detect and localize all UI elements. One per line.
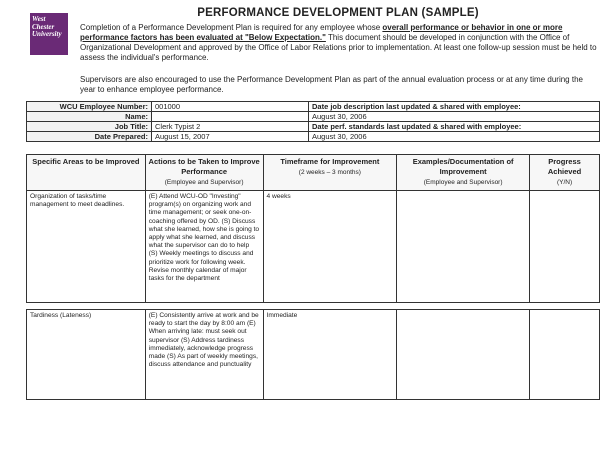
header-examples-text: Examples/Documentation of Improvement: [412, 157, 514, 176]
intro-text-emphasis: overall performance or behavior in one or more performance factors has been evaluated at "Below Expectation.": [80, 23, 563, 42]
row2-progress[interactable]: [530, 310, 600, 400]
header-timeframe: [263, 155, 397, 191]
logo-line-2: Chester: [32, 22, 55, 31]
row-spacer: [27, 303, 600, 310]
header-actions: [145, 155, 263, 191]
header-progress: [530, 155, 600, 191]
name-value[interactable]: [152, 112, 309, 122]
employee-number-label: WCU Employee Number:: [27, 102, 152, 112]
intro-paragraph: [80, 23, 600, 63]
row1-examples[interactable]: [397, 191, 530, 303]
header-actions-sub: (Employee and Supervisor): [164, 179, 244, 186]
intro-text-a: Completion of a Performance Development Plan is required for any employee whose: [80, 23, 383, 32]
perf-std-date[interactable]: August 30, 2006: [309, 132, 600, 142]
row1-progress[interactable]: [530, 191, 600, 303]
header-timeframe-sub: (2 weeks – 3 months): [298, 169, 361, 176]
perf-std-label: Date perf. standards last updated & shared with employee:: [309, 122, 600, 132]
employee-number-value[interactable]: 001000: [152, 102, 309, 112]
page-title: PERFORMANCE DEVELOPMENT PLAN (SAMPLE): [197, 7, 479, 19]
intro-text-c: This document should be developed in conjunction with the Office of Organizational Development and approved by the Office of Labor Relations prior to implementation. At least one follow-up session must be held to assess the individual's performance.: [80, 33, 597, 62]
logo-line-1: West: [32, 15, 46, 23]
date-prepared-value[interactable]: August 15, 2007: [152, 132, 309, 142]
date-prepared-label: Date Prepared:: [27, 132, 152, 142]
row2-actions[interactable]: (E) Consistently arrive at work and be ready to start the day by 8:00 am (E) When arriving late: must seek out supervisor (S) Address tardiness immediately, acknowledge progress made (S) As part of weekly meetings, discuss attendance and punctuality: [145, 310, 263, 400]
employee-info-table: [26, 101, 600, 142]
row1-timeframe[interactable]: 4 weeks: [263, 191, 397, 303]
header-areas-text: Specific Areas to be Improved: [32, 157, 140, 166]
table-row: [27, 191, 600, 303]
name-label: Name:: [27, 112, 152, 122]
job-title-value[interactable]: Clerk Typist 2: [152, 122, 309, 132]
logo-line-3: University: [32, 30, 62, 38]
row2-examples[interactable]: [397, 310, 530, 400]
improvement-plan-table: [26, 154, 600, 400]
row1-area[interactable]: Organization of tasks/time management to meet deadlines.: [27, 191, 146, 303]
job-desc-date[interactable]: August 30, 2006: [309, 112, 600, 122]
header-examples: [397, 155, 530, 191]
header-timeframe-text: Timeframe for Improvement: [280, 157, 380, 166]
supervisor-paragraph: Supervisors are also encouraged to use the Performance Development Plan as part of the annual evaluation process or at any time during the year to enhance employee performance.: [80, 75, 583, 94]
header-areas: [27, 155, 146, 191]
info-row: [27, 132, 600, 142]
header-progress-text: Progress Achieved: [547, 157, 582, 176]
job-desc-label: Date job description last updated & shared with employee:: [309, 102, 600, 112]
table-row: [27, 310, 600, 400]
row2-timeframe[interactable]: Immediate: [263, 310, 397, 400]
row2-area[interactable]: Tardiness (Lateness): [27, 310, 146, 400]
header-progress-sub: (Y/N): [556, 179, 573, 186]
info-row: [27, 122, 600, 132]
row1-actions[interactable]: (E) Attend WCU-OD "Investing" program(s) on organizing work and time management; or seek one-on-coaching offered by OD. (S) Discuss what she learned, how she is going to apply what she learned, and discuss what the supervisor can do to help (S) Weekly meetings to discuss and prioritize work for following week. Revise monthly calendar of major tasks for the department: [145, 191, 263, 303]
table-header-row: [27, 155, 600, 191]
info-row: [27, 112, 600, 122]
job-title-label: Job Title:: [27, 122, 152, 132]
info-row: [27, 102, 600, 112]
university-logo: [30, 13, 68, 55]
header-examples-sub: (Employee and Supervisor): [423, 179, 503, 186]
header-actions-text: Actions to be Taken to Improve Performance: [148, 157, 260, 176]
